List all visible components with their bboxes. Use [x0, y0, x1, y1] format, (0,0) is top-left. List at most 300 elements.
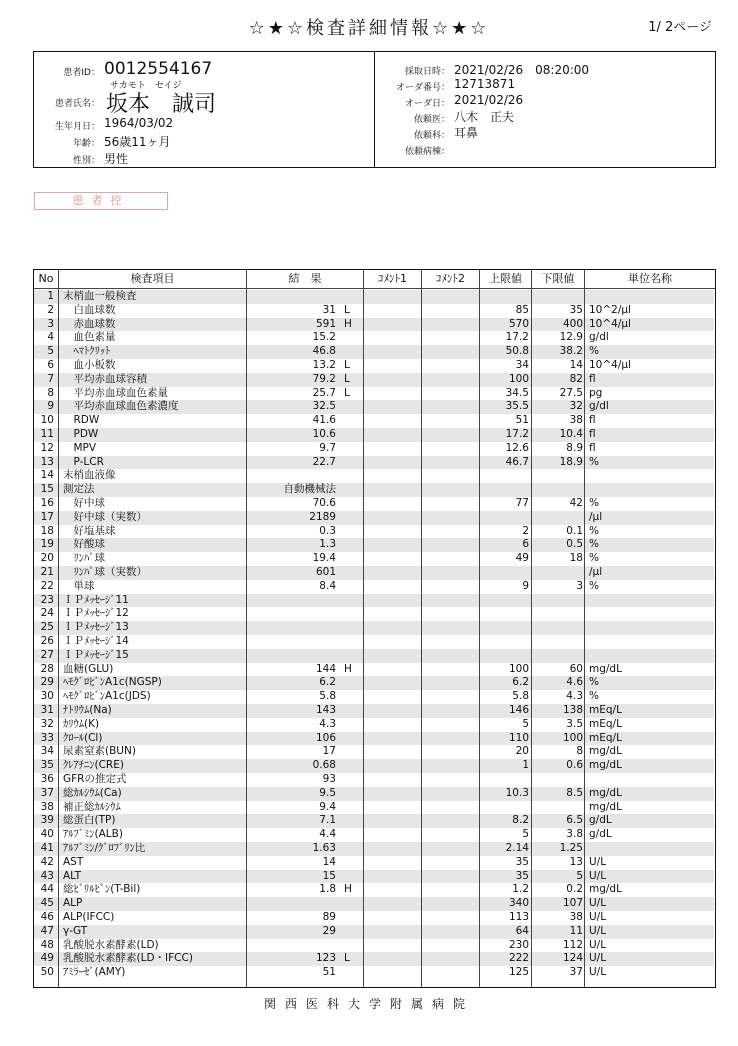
patient-id-label: 患者ID： [63, 68, 100, 78]
table-row [34, 925, 714, 939]
cell-unit: pg [589, 386, 603, 399]
cell-no: 35 [40, 759, 54, 772]
cell-no: 50 [40, 966, 54, 979]
collected-label: 採取日時： [404, 67, 450, 77]
cell-no: 5 [47, 345, 54, 358]
table-row [34, 897, 714, 911]
cell-no: 37 [40, 786, 54, 799]
cell-no: 16 [40, 497, 54, 509]
cell-lo: 13 [569, 855, 583, 868]
cell-res: 70.6 [312, 497, 336, 509]
col-rule [531, 270, 532, 987]
dob: 1964/03/02 [104, 116, 174, 130]
cell-item: 総蛋白(TP) [63, 814, 116, 827]
cell-no: 14 [40, 469, 54, 482]
cell-res: 自動機械法 [283, 483, 336, 496]
col-result: 結 果 [288, 272, 322, 285]
cell-item: ALP(IFCC) [63, 911, 115, 923]
cell-res: 15 [322, 869, 336, 882]
cell-unit: % [589, 690, 599, 703]
cell-lo: 18 [569, 552, 583, 565]
cell-item: 血色素量 [63, 331, 116, 344]
cell-item: ﾍﾏﾄｸﾘｯﾄ [63, 345, 111, 358]
cell-hi: 5.8 [512, 690, 529, 703]
table-row [34, 801, 714, 815]
patient-id: 0012554167 [104, 59, 213, 79]
table-row [34, 359, 714, 373]
cell-item: ＩＰﾒｯｾｰｼﾞ15 [63, 648, 129, 661]
cell-res: 123 [315, 952, 336, 965]
cell-hi: 10.3 [505, 786, 529, 799]
cell-unit: % [589, 579, 599, 592]
cell-no: 44 [40, 883, 54, 896]
table-row [34, 718, 714, 732]
patient-header-box [33, 51, 716, 168]
table-row [34, 400, 714, 414]
cell-item: 平均赤血球血色素量 [63, 386, 168, 399]
cell-unit: U/L [589, 924, 607, 937]
cell-hi: 570 [508, 317, 529, 330]
cell-hi: 1.2 [512, 883, 529, 896]
cell-unit: % [589, 676, 599, 689]
cell-no: 10 [40, 414, 54, 427]
cell-lo: 0.2 [566, 883, 583, 896]
header-divider [374, 52, 375, 167]
cell-res: 10.6 [312, 428, 336, 440]
cell-hi: 49 [515, 552, 529, 565]
cell-unit: g/dl [589, 331, 609, 344]
cell-res: 143 [315, 704, 336, 716]
cell-res: 5.8 [319, 690, 336, 703]
cell-no: 48 [40, 938, 54, 951]
table-row [34, 732, 714, 746]
cell-unit: mEq/L [589, 717, 622, 730]
cell-res: 601 [315, 566, 336, 578]
table-row [34, 842, 714, 856]
cell-hi: 64 [515, 924, 529, 937]
cell-hi: 125 [508, 966, 529, 979]
table-row [34, 966, 714, 980]
cell-flag: L [344, 303, 350, 316]
cell-res: 8.4 [319, 579, 336, 592]
cell-lo: 8 [576, 745, 583, 758]
cell-res: 31 [322, 303, 336, 316]
order-date-label: オーダ日： [404, 99, 450, 109]
cell-hi: 5 [522, 828, 529, 841]
cell-res: 9.4 [319, 800, 336, 813]
cell-item: γ-GT [63, 924, 88, 937]
cell-item: ＩＰﾒｯｾｰｼﾞ14 [63, 635, 129, 647]
order-no-label: オーダ番号： [395, 83, 450, 93]
cell-res: 22.7 [312, 455, 336, 468]
patient-name: 坂本 誠司 [106, 92, 217, 117]
cell-hi: 35 [515, 869, 529, 882]
cell-item: 赤血球数 [63, 317, 116, 330]
copy-stamp: 患者控 [34, 192, 168, 210]
table-row [34, 483, 714, 497]
cell-item: ﾘﾝﾊﾟ球（実数） [63, 566, 147, 578]
cell-no: 17 [40, 510, 54, 523]
cell-lo: 1.25 [559, 842, 583, 854]
table-row [34, 676, 714, 690]
cell-unit: mg/dL [589, 662, 622, 675]
cell-no: 43 [40, 869, 54, 882]
cell-lo: 27.5 [559, 386, 583, 399]
table-row [34, 456, 714, 470]
cell-item: PDW [63, 428, 99, 440]
table-row [34, 414, 714, 428]
cell-no: 25 [40, 621, 54, 634]
cell-res: 41.6 [312, 414, 336, 427]
patient-name-label: 患者氏名： [54, 99, 100, 109]
cell-res: 1.3 [319, 538, 336, 551]
table-row [34, 387, 714, 401]
cell-lo: 400 [562, 317, 583, 330]
cell-flag: H [344, 317, 352, 330]
cell-hi: 34.5 [505, 386, 529, 399]
cell-hi: 6.2 [512, 676, 529, 689]
cell-unit: % [589, 538, 599, 551]
order-date: 2021/02/26 [454, 93, 524, 107]
cell-unit: /μl [589, 566, 603, 578]
cell-item: ｸﾛｰﾙ(Cl) [63, 731, 103, 744]
cell-item: ﾍﾓｸﾞﾛﾋﾞﾝA1c(JDS) [63, 690, 151, 703]
cell-unit: fl [589, 441, 596, 454]
cell-no: 45 [40, 897, 54, 910]
table-row [34, 469, 714, 483]
cell-no: 4 [47, 331, 54, 344]
cell-hi: 1 [522, 759, 529, 772]
cell-flag: L [344, 952, 350, 965]
cell-item: ＩＰﾒｯｾｰｼﾞ12 [63, 607, 129, 620]
age: 56歳11ヶ月 [104, 135, 171, 149]
cell-item: 好中球 [63, 497, 105, 509]
cell-item: 測定法 [63, 483, 95, 496]
sex-label: 性別： [72, 156, 100, 166]
cell-item: 総ｶﾙｼｳﾑ(Ca) [63, 786, 122, 799]
patient-kana: サカモト セイジ [110, 81, 182, 91]
cell-unit: mg/dL [589, 800, 622, 813]
sex: 男性 [104, 152, 129, 166]
cell-no: 21 [40, 566, 54, 578]
table-row [34, 911, 714, 925]
col-item: 検査項目 [130, 272, 175, 285]
cell-no: 9 [47, 400, 54, 413]
cell-unit: U/L [589, 966, 607, 979]
cell-res: 1.8 [319, 883, 336, 896]
cell-lo: 60 [569, 662, 583, 675]
cell-item: AST [63, 855, 84, 868]
cell-hi: 146 [508, 704, 529, 716]
cell-res: 46.8 [312, 345, 336, 358]
cell-unit: g/dl [589, 400, 609, 413]
cell-no: 20 [40, 552, 54, 565]
cell-no: 46 [40, 911, 54, 923]
cell-res: 0.3 [319, 524, 336, 537]
cell-lo: 37 [569, 966, 583, 979]
dept-label: 依頼科： [413, 131, 450, 141]
cell-no: 32 [40, 717, 54, 730]
col-rule [58, 270, 59, 987]
cell-res: 17 [322, 745, 336, 758]
cell-lo: 10.4 [559, 428, 583, 440]
cell-res: 19.4 [312, 552, 336, 565]
cell-hi: 230 [508, 938, 529, 951]
table-row [34, 552, 714, 566]
cell-no: 39 [40, 814, 54, 827]
doctor-label: 依頼医： [413, 115, 450, 125]
cell-item: ｶﾘｳﾑ(K) [63, 717, 100, 730]
cell-lo: 12.9 [559, 331, 583, 344]
results-table [33, 269, 716, 988]
cell-unit: % [589, 552, 599, 565]
cell-unit: 10^4/μl [589, 317, 631, 330]
cell-res: 32.5 [312, 400, 336, 413]
cell-res: 4.4 [319, 828, 336, 841]
cell-lo: 8.9 [566, 441, 583, 454]
cell-item: ＩＰﾒｯｾｰｼﾞ11 [63, 593, 129, 606]
cell-unit: U/L [589, 938, 607, 951]
cell-no: 49 [40, 952, 54, 965]
table-row [34, 828, 714, 842]
cell-item: ＩＰﾒｯｾｰｼﾞ13 [63, 621, 129, 634]
cell-lo: 82 [569, 372, 583, 385]
cell-item: 単球 [63, 579, 95, 592]
cell-item: ALT [63, 869, 82, 882]
table-row [34, 690, 714, 704]
cell-unit: mg/dL [589, 786, 622, 799]
cell-item: 血小板数 [63, 359, 116, 371]
cell-item: RDW [63, 414, 100, 427]
cell-lo: 100 [562, 731, 583, 744]
cell-no: 13 [40, 455, 54, 468]
cell-lo: 18.9 [559, 455, 583, 468]
cell-hi: 5 [522, 717, 529, 730]
page-number: 1/ 2ページ [648, 20, 712, 35]
cell-no: 47 [40, 924, 54, 937]
cell-hi: 6 [522, 538, 529, 551]
cell-res: 9.5 [319, 786, 336, 799]
table-row [34, 580, 714, 594]
cell-hi: 35.5 [505, 400, 529, 413]
cell-no: 34 [40, 745, 54, 758]
table-row [34, 745, 714, 759]
cell-res: 106 [315, 731, 336, 744]
cell-hi: 2.14 [505, 842, 529, 854]
table-row [34, 511, 714, 525]
cell-hi: 35 [515, 855, 529, 868]
cell-hi: 100 [508, 662, 529, 675]
cell-lo: 0.1 [566, 524, 583, 537]
cell-item: 補正総ｶﾙｼｳﾑ [63, 800, 121, 813]
cell-unit: g/dL [589, 828, 612, 841]
cell-unit: fl [589, 372, 596, 385]
cell-lo: 32 [569, 400, 583, 413]
cell-res: 6.2 [319, 676, 336, 689]
table-row [34, 939, 714, 953]
cell-lo: 6.5 [566, 814, 583, 827]
cell-flag: H [344, 883, 352, 896]
cell-item: 乳酸脱水素酵素(LD) [63, 938, 159, 951]
cell-unit: mg/dL [589, 883, 622, 896]
cell-hi: 8.2 [512, 814, 529, 827]
cell-unit: fl [589, 428, 596, 440]
cell-no: 38 [40, 800, 54, 813]
cell-hi: 50.8 [505, 345, 529, 358]
table-row [34, 538, 714, 552]
cell-no: 6 [47, 359, 54, 371]
cell-hi: 20 [515, 745, 529, 758]
cell-no: 42 [40, 855, 54, 868]
cell-unit: mg/dL [589, 759, 622, 772]
table-row [34, 704, 714, 718]
cell-no: 3 [47, 317, 54, 330]
cell-hi: 46.7 [505, 455, 529, 468]
ward-label: 依頼病棟： [404, 147, 450, 157]
cell-no: 36 [40, 773, 54, 785]
col-rule [363, 270, 364, 987]
cell-no: 31 [40, 704, 54, 716]
cell-item: 尿素窒素(BUN) [63, 745, 136, 758]
cell-no: 11 [40, 428, 54, 440]
cell-unit: % [589, 345, 599, 358]
cell-no: 23 [40, 593, 54, 606]
cell-unit: mEq/L [589, 731, 622, 744]
cell-lo: 14 [569, 359, 583, 371]
cell-hi: 17.2 [505, 428, 529, 440]
cell-lo: 138 [562, 704, 583, 716]
table-row [34, 621, 714, 635]
col-lower: 下限値 [541, 272, 575, 285]
table-row [34, 856, 714, 870]
cell-unit: mg/dL [589, 745, 622, 758]
cell-res: 0.68 [312, 759, 336, 772]
table-row [34, 304, 714, 318]
cell-item: ｸﾚｱﾁﾆﾝ(CRE) [63, 759, 124, 772]
cell-res: 93 [322, 773, 336, 785]
cell-no: 33 [40, 731, 54, 744]
cell-item: GFRの推定式 [63, 773, 127, 785]
cell-lo: 38 [569, 911, 583, 923]
cell-lo: 3 [576, 579, 583, 592]
cell-unit: /μl [589, 510, 603, 523]
cell-unit: % [589, 524, 599, 537]
dept: 耳鼻 [454, 126, 479, 140]
cell-item: 好中球（実数） [63, 510, 147, 523]
order-no: 12713871 [454, 77, 516, 91]
cell-res: 15.2 [312, 331, 336, 344]
table-row [34, 759, 714, 773]
cell-res: 13.2 [312, 359, 336, 371]
cell-res: 2189 [309, 510, 336, 523]
table-row [34, 373, 714, 387]
table-row [34, 525, 714, 539]
report-title: ☆★☆検査詳細情報☆★☆ [248, 18, 490, 39]
cell-no: 24 [40, 607, 54, 620]
cell-item: 乳酸脱水素酵素(LD・IFCC) [63, 952, 193, 965]
cell-res: 1.63 [312, 842, 336, 854]
cell-lo: 11 [569, 924, 583, 937]
cell-hi: 340 [508, 897, 529, 910]
cell-lo: 3.8 [566, 828, 583, 841]
cell-lo: 124 [562, 952, 583, 965]
cell-res: 9.7 [319, 441, 336, 454]
cell-res: 591 [315, 317, 336, 330]
cell-item: 平均赤血球容積 [63, 372, 147, 385]
table-row [34, 870, 714, 884]
cell-item: ALP [63, 897, 83, 910]
cell-item: ﾅﾄﾘｳﾑ(Na) [63, 704, 112, 716]
collected: 2021/02/26 08:20:00 [454, 63, 590, 77]
cell-unit: U/L [589, 855, 607, 868]
cell-item: 血糖(GLU) [63, 662, 114, 675]
col-unit: 単位名称 [628, 272, 672, 285]
cell-item: 平均赤血球血色素濃度 [63, 400, 179, 413]
cell-lo: 107 [562, 897, 583, 910]
cell-item: 好酸球 [63, 538, 105, 551]
cell-hi: 12.6 [505, 441, 529, 454]
cell-flag: L [344, 359, 350, 371]
cell-lo: 3.5 [566, 717, 583, 730]
cell-hi: 51 [515, 414, 529, 427]
cell-unit: 10^2/μl [589, 303, 631, 316]
age-label: 年齢： [72, 139, 100, 149]
table-row [34, 635, 714, 649]
cell-unit: % [589, 455, 599, 468]
cell-res: 79.2 [312, 372, 336, 385]
cell-lo: 5 [576, 869, 583, 882]
table-row [34, 773, 714, 787]
cell-unit: g/dL [589, 814, 612, 827]
cell-flag: L [344, 386, 350, 399]
table-row [34, 607, 714, 621]
cell-hi: 34 [515, 359, 529, 371]
col-comment2: ｺﾒﾝﾄ2 [436, 272, 465, 285]
cell-no: 18 [40, 524, 54, 537]
cell-lo: 8.5 [566, 786, 583, 799]
cell-item: ｱﾙﾌﾞﾐﾝ(ALB) [63, 828, 123, 841]
cell-no: 26 [40, 635, 54, 647]
cell-hi: 9 [522, 579, 529, 592]
table-row [34, 290, 714, 304]
cell-no: 7 [47, 372, 54, 385]
table-row [34, 814, 714, 828]
cell-res: 25.7 [312, 386, 336, 399]
table-row [34, 787, 714, 801]
cell-no: 41 [40, 842, 54, 854]
cell-item: 白血球数 [63, 303, 116, 316]
col-upper: 上限値 [489, 272, 522, 285]
cell-hi: 77 [515, 497, 529, 509]
cell-hi: 17.2 [505, 331, 529, 344]
cell-item: ﾍﾓｸﾞﾛﾋﾞﾝA1c(NGSP) [63, 676, 162, 689]
cell-unit: U/L [589, 869, 607, 882]
cell-unit: U/L [589, 897, 607, 910]
cell-unit: U/L [589, 952, 607, 965]
cell-lo: 4.3 [566, 690, 583, 703]
cell-item: MPV [63, 441, 97, 454]
cell-unit: 10^4/μl [589, 359, 631, 371]
cell-lo: 0.5 [566, 538, 583, 551]
cell-no: 15 [40, 483, 54, 496]
table-row [34, 663, 714, 677]
cell-no: 1 [47, 290, 54, 302]
table-row [34, 952, 714, 966]
cell-lo: 0.6 [566, 759, 583, 772]
cell-lo: 38 [569, 414, 583, 427]
cell-lo: 42 [569, 497, 583, 509]
cell-item: ｱﾐﾗｰｾﾞ(AMY) [63, 966, 126, 979]
